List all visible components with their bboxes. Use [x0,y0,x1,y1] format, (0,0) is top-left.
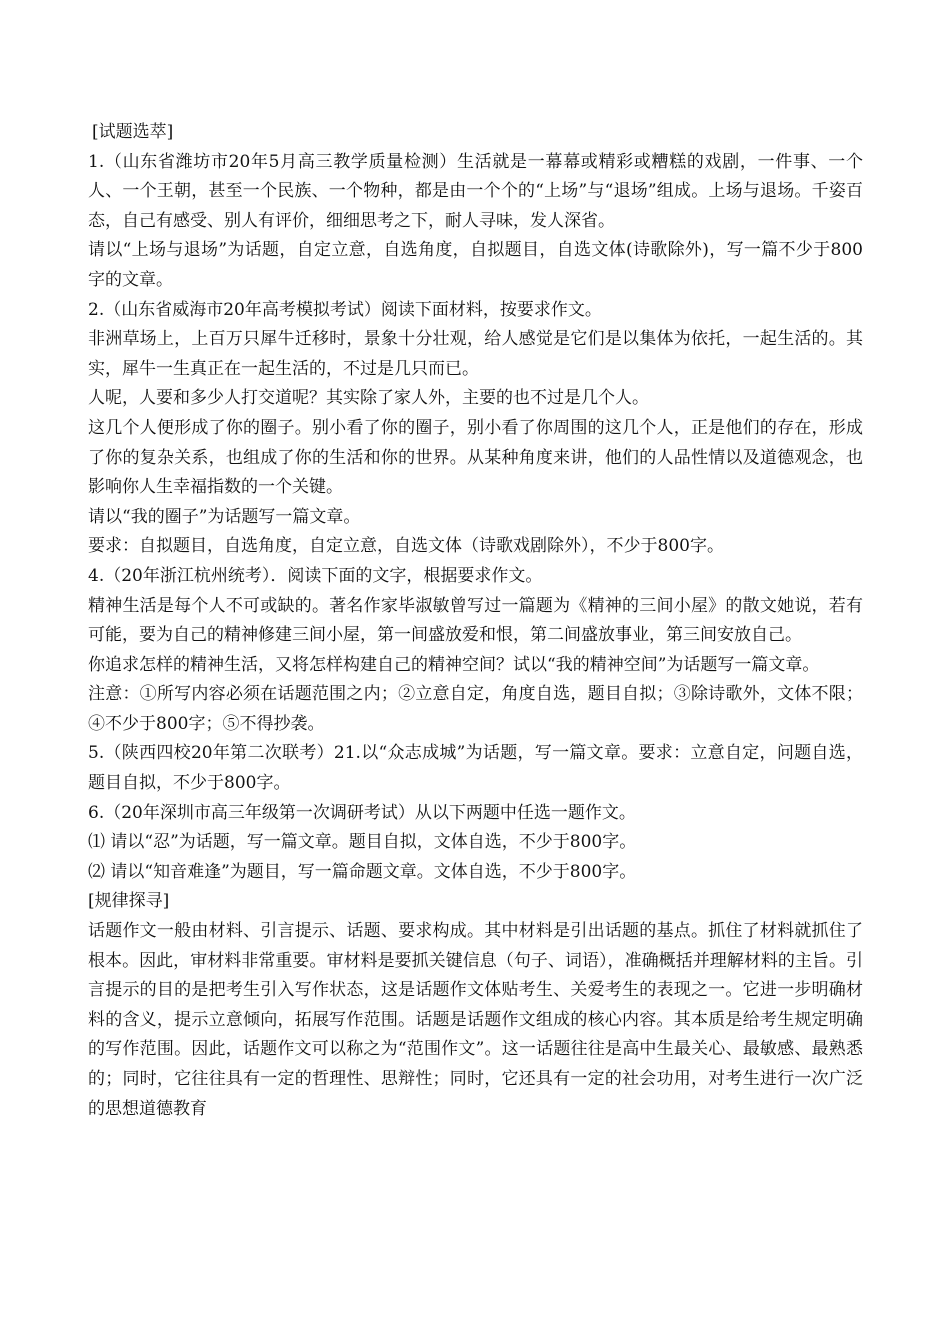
patterns-body: 话题作文一般由材料、引言提示、话题、要求构成。其中材料是引出话题的基点。抓住了材料就抓住了根本。因此，审材料非常重要。审材料是要抓关键信息（句子、词语），准确概括并理解材料的主旨。引言提示的目的是把考生引入写作状态，这是话题作文体贴考生、关爱考生的表现之一。它进一步明确材料的含义，提示立意倾向，拓展写作范围。话题是话题作文组成的核心内容。其本质是给考生规定明确的写作范围。因此，话题作文可以称之为“范围作文”。这一话题往往是高中生最关心、最敏感、最熟悉的；同时，它往往具有一定的哲理性、思辩性；同时，它还具有一定的社会功用，对考生进行一次广泛的思想道德教育 [88,921,863,1119]
question-2-requirement: 要求：自拟题目，自选角度，自定立意，自选文体（诗歌戏剧除外），不少于800字。 [88,536,724,557]
question-1-requirement: 请以“上场与退场”为话题，自定立意，自选角度，自拟题目，自选文体(诗歌除外)，写一篇不少于800字的文章。 [88,240,863,290]
question-5-prompt: 5.（陕西四校20年第二次联考）21.以“众志成城”为话题，写一篇文章。要求：立意自定，问题自选，题目自拟，不少于800字。 [88,743,863,794]
question-6-option-2: ⑵ 请以“知音难逢”为题目，写一篇命题文章。文体自选，不少于800字。 [88,861,637,882]
question-2-material-1: 非洲草场上，上百万只犀牛迁移时，景象十分壮观，给人感觉是它们是以集体为依托，一起生活的。其实，犀牛一生真正在一起生活的，不过是几只而已。 [88,329,863,379]
question-4-notes: 注意：①所写内容必须在话题范围之内；②立意自定，角度自选，题目自拟；③除诗歌外，文体不限；④不少于800字；⑤不得抄袭。 [88,684,863,734]
question-2-intro: 2.（山东省威海市20年高考模拟考试）阅读下面材料，按要求作文。 [88,299,602,320]
question-4-material: 精神生活是每个人不可或缺的。著名作家毕淑敏曾写过一篇题为《精神的三间小屋》的散文她说，若有可能，要为自己的精神修建三间小屋，第一间盛放爱和恨，第二间盛放事业，第三间安放自己。 [88,595,863,646]
question-2-material-2: 人呢，人要和多少人打交道呢？其实除了家人外，主要的也不过是几个人。 [88,388,649,409]
question-6-intro: 6.（20年深圳市高三年级第一次调研考试）从以下两题中任选一题作文。 [88,802,636,823]
document-page [88,118,863,1124]
question-4-intro: 4.（20年浙江杭州统考）．阅读下面的文字，根据要求作文。 [88,565,543,586]
question-6-option-1: ⑴ 请以“忍”为话题，写一篇文章。题目自拟，文体自选，不少于800字。 [88,832,637,853]
question-2-topic: 请以“我的圈子”为话题写一篇文章。 [88,506,361,527]
section-heading-questions: [试题选萃] [92,122,174,142]
question-4-topic: 你追求怎样的精神生活，又将怎样构建自己的精神空间？试以“我的精神空间”为话题写一篇文章。 [88,654,820,675]
question-2-material-3: 这几个人便形成了你的圈子。别小看了你的圈子，别小看了你周围的这几个人，正是他们的存在，形成了你的复杂关系，也组成了你的生活和你的世界。从某种角度来讲，他们的人品性情以及道德观念，也影响你人生幸福指数的一个关键。 [88,417,863,498]
question-1-prompt: 1.（山东省潍坊市20年5月高三教学质量检测）生活就是一幕幕或精彩或糟糕的戏剧，一件事、一个人、一个王朝，甚至一个民族、一个物种，都是由一个个的“上场”与“退场”组成。上场与退场。千姿百态，自己有感受、别人有评价，细细思考之下，耐人寻味，发人深省。 [88,151,863,231]
section-heading-patterns: [规律探寻] [88,891,170,912]
